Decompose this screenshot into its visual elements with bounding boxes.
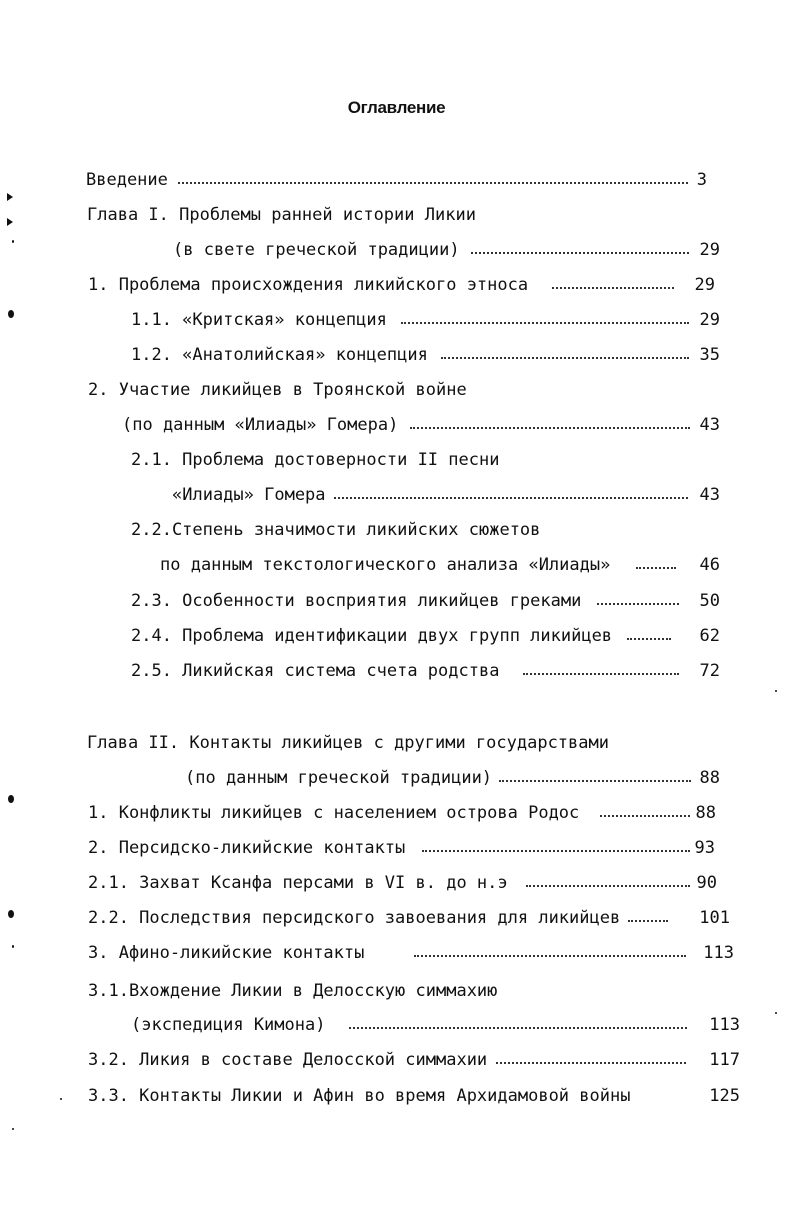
toc-page-number: 50 bbox=[699, 591, 720, 611]
toc-entry bbox=[88, 871, 698, 895]
toc-entry-text: 2. Персидско-ликийские контакты bbox=[88, 838, 406, 858]
toc-page-number: 125 bbox=[709, 1086, 740, 1106]
dot-leader bbox=[349, 1025, 687, 1029]
margin-mark bbox=[12, 240, 14, 243]
toc-entry-text: 3. Афино-ликийские контакты bbox=[88, 943, 365, 963]
toc-entry bbox=[88, 801, 698, 825]
toc-page-number: 117 bbox=[709, 1050, 740, 1070]
toc-entry-text: Введение bbox=[86, 170, 168, 190]
toc-entry-text: 2.3. Особенности восприятия ликийцев греками bbox=[131, 591, 582, 611]
toc-entry bbox=[131, 659, 691, 683]
toc-entry-text: 2.5. Ликийская система счета родства bbox=[131, 661, 500, 681]
toc-entry-text: Глава I. Проблемы ранней истории Ликии bbox=[87, 205, 476, 225]
toc-entry-text: Глава II. Контакты ликийцев с другими государствами bbox=[87, 733, 609, 753]
margin-mark bbox=[775, 690, 777, 692]
dot-leader bbox=[526, 883, 690, 887]
toc-page-number: 88 bbox=[699, 768, 720, 788]
margin-mark bbox=[12, 945, 14, 948]
toc-entry-text: 1. Проблема происхождения ликийского этноса bbox=[88, 275, 529, 295]
toc-page-number: 29 bbox=[699, 310, 720, 330]
toc-entry bbox=[160, 553, 680, 577]
dot-leader bbox=[410, 425, 690, 429]
margin-mark bbox=[7, 218, 13, 226]
dot-leader bbox=[597, 601, 679, 605]
dot-leader bbox=[627, 636, 671, 640]
section-heading bbox=[88, 979, 698, 1003]
toc-entry-text: «Илиады» Гомера bbox=[172, 485, 326, 505]
toc-page-number: 29 bbox=[694, 275, 715, 295]
toc-entry bbox=[86, 168, 736, 192]
toc-entry-text: 3.1.Вхождение Ликии в Делосскую симмахию bbox=[88, 981, 498, 1001]
section-heading bbox=[131, 518, 691, 542]
toc-page-number: 93 bbox=[694, 838, 715, 858]
toc-entry bbox=[131, 343, 691, 367]
dot-leader bbox=[499, 778, 691, 782]
dot-leader bbox=[414, 953, 686, 957]
toc-page-number: 35 bbox=[699, 345, 720, 365]
toc-entry bbox=[88, 273, 688, 297]
margin-mark bbox=[8, 795, 14, 803]
toc-page-number: 101 bbox=[699, 908, 730, 928]
toc-entry-text: (по данным греческой традиции) bbox=[185, 768, 493, 788]
toc-entry bbox=[131, 1013, 691, 1037]
toc-entry bbox=[122, 413, 692, 437]
toc-entry-text: (экспедиция Кимона) bbox=[131, 1015, 326, 1035]
toc-entry-text: 2.4. Проблема идентификации двух групп ликийцев bbox=[131, 626, 613, 646]
toc-entry-text: 3.2. Ликия в составе Делосской симмахии bbox=[88, 1050, 488, 1070]
section-heading bbox=[131, 448, 691, 472]
dot-leader bbox=[628, 918, 668, 922]
toc-page-number: 29 bbox=[699, 240, 720, 260]
toc-entry bbox=[173, 238, 733, 262]
toc-entry-text: 1.2. «Анатолийская» концепция bbox=[131, 345, 428, 365]
section-heading bbox=[88, 378, 688, 402]
toc-entry-text: 1. Конфликты ликийцев с населением острова Родос bbox=[88, 803, 580, 823]
margin-mark bbox=[8, 310, 14, 318]
toc-page-number: 88 bbox=[695, 803, 716, 823]
toc-entry-text: 3.3. Контакты Ликии и Афин во время Архидамовой войны bbox=[88, 1086, 631, 1106]
dot-leader bbox=[471, 250, 689, 254]
toc-entry-text: 1.1. «Критская» концепция bbox=[131, 310, 387, 330]
margin-mark bbox=[12, 1128, 14, 1130]
toc-page-number: 46 bbox=[699, 555, 720, 575]
toc-entry-text: (по данным «Илиады» Гомера) bbox=[122, 415, 399, 435]
toc-entry bbox=[172, 483, 692, 507]
toc-entry-text: 2. Участие ликийцев в Троянской войне bbox=[88, 380, 467, 400]
dot-leader bbox=[441, 355, 689, 359]
toc-entry bbox=[88, 941, 698, 965]
dot-leader bbox=[178, 180, 688, 184]
toc-page-number: 62 bbox=[699, 626, 720, 646]
toc-page-number: 43 bbox=[699, 415, 720, 435]
dot-leader bbox=[496, 1060, 686, 1064]
toc-page-number: 113 bbox=[709, 1015, 740, 1035]
page-title: Оглавление bbox=[347, 98, 446, 117]
toc-page-number: 90 bbox=[696, 873, 717, 893]
toc-page-number: 113 bbox=[703, 943, 734, 963]
margin-mark bbox=[8, 910, 14, 918]
margin-mark bbox=[775, 1012, 777, 1014]
toc-entry bbox=[88, 1048, 698, 1072]
dot-leader bbox=[422, 848, 690, 852]
toc-entry-text: 2.2. Последствия персидского завоевания для ликийцев bbox=[88, 908, 621, 928]
toc-entry bbox=[185, 766, 695, 790]
margin-mark bbox=[60, 1098, 62, 1100]
toc-entry bbox=[131, 308, 691, 332]
chapter-heading bbox=[87, 203, 737, 227]
toc-entry-text: (в свете греческой традиции) bbox=[173, 240, 460, 260]
toc-entry bbox=[131, 624, 691, 648]
toc-entry-text: 2.1. Захват Ксанфа персами в VI в. до н.э bbox=[88, 873, 508, 893]
toc-entry-text: по данным текстологического анализа «Илиады» bbox=[160, 555, 611, 575]
toc-page-number: 43 bbox=[699, 485, 720, 505]
toc-entry-text: 2.1. Проблема достоверности II песни bbox=[131, 450, 500, 470]
dot-leader bbox=[401, 320, 689, 324]
toc-page-number: 3 bbox=[696, 170, 707, 190]
toc-entry-text: 2.2.Степень значимости ликийских сюжетов bbox=[131, 520, 541, 540]
margin-mark bbox=[7, 193, 13, 201]
toc-entry bbox=[88, 836, 698, 860]
chapter-heading bbox=[87, 731, 737, 755]
toc-page-number: 72 bbox=[699, 661, 720, 681]
dot-leader bbox=[334, 495, 688, 499]
toc-entry bbox=[88, 1084, 698, 1108]
toc-entry bbox=[131, 589, 691, 613]
dot-leader bbox=[552, 285, 674, 289]
toc-entry bbox=[88, 906, 698, 930]
dot-leader bbox=[523, 671, 679, 675]
